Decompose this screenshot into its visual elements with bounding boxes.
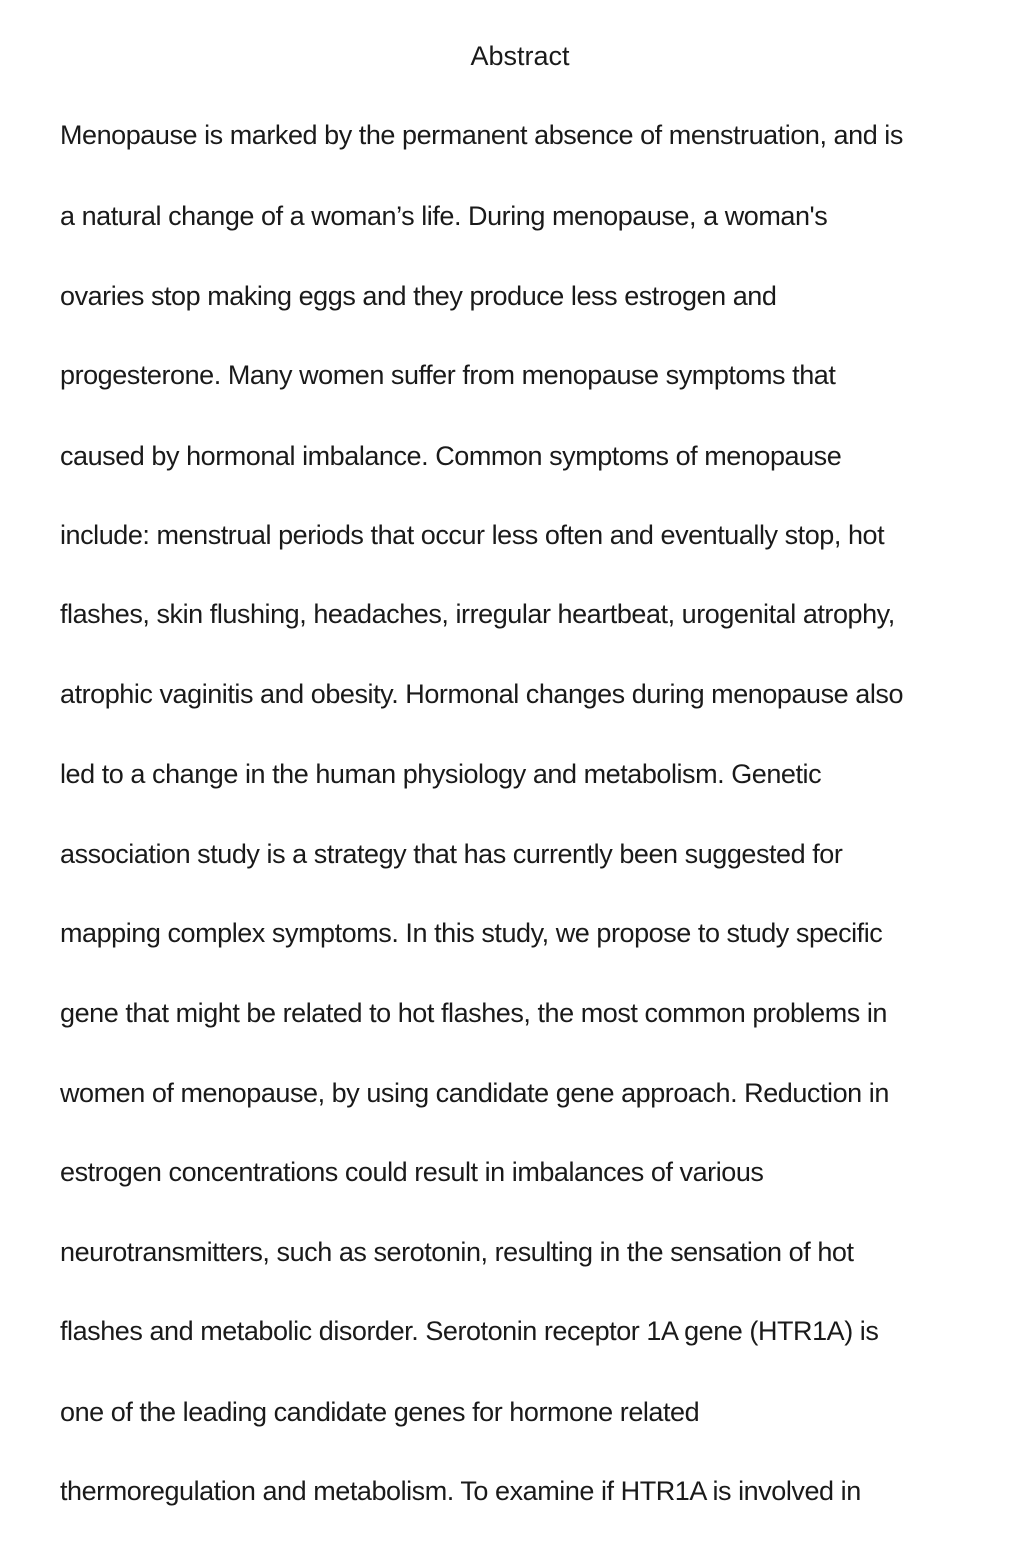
abstract-line: mapping complex symptoms. In this study, we propose to study specific xyxy=(60,918,883,948)
abstract-line: gene that might be related to hot flashes, the most common problems in xyxy=(60,998,887,1028)
abstract-line: led to a change in the human physiology and metabolism. Genetic xyxy=(60,759,822,789)
abstract-line: one of the leading candidate genes for hormone related xyxy=(60,1397,700,1427)
abstract-line: Menopause is marked by the permanent absence of menstruation, and is xyxy=(60,120,903,150)
abstract-line: flashes, skin flushing, headaches, irregular heartbeat, urogenital atrophy, xyxy=(60,599,895,629)
abstract-line: women of menopause, by using candidate gene approach. Reduction in xyxy=(60,1078,889,1108)
abstract-line: a natural change of a woman’s life. During menopause, a woman's xyxy=(60,201,828,231)
abstract-line: atrophic vaginitis and obesity. Hormonal changes during menopause also xyxy=(60,679,904,709)
abstract-line: estrogen concentrations could result in imbalances of various xyxy=(60,1157,764,1187)
abstract-line: flashes and metabolic disorder. Serotonin receptor 1A gene (HTR1A) is xyxy=(60,1316,879,1346)
abstract-line: caused by hormonal imbalance. Common symptoms of menopause xyxy=(60,441,842,471)
abstract-line: neurotransmitters, such as serotonin, resulting in the sensation of hot xyxy=(60,1237,854,1267)
abstract-line: ovaries stop making eggs and they produce less estrogen and xyxy=(60,281,777,311)
abstract-line: include: menstrual periods that occur less often and eventually stop, hot xyxy=(60,520,885,550)
abstract-line: progesterone. Many women suffer from menopause symptoms that xyxy=(60,360,836,390)
abstract-title: Abstract xyxy=(470,41,570,71)
abstract-line: association study is a strategy that has currently been suggested for xyxy=(60,839,843,869)
abstract-line: thermoregulation and metabolism. To examine if HTR1A is involved in xyxy=(60,1476,861,1506)
